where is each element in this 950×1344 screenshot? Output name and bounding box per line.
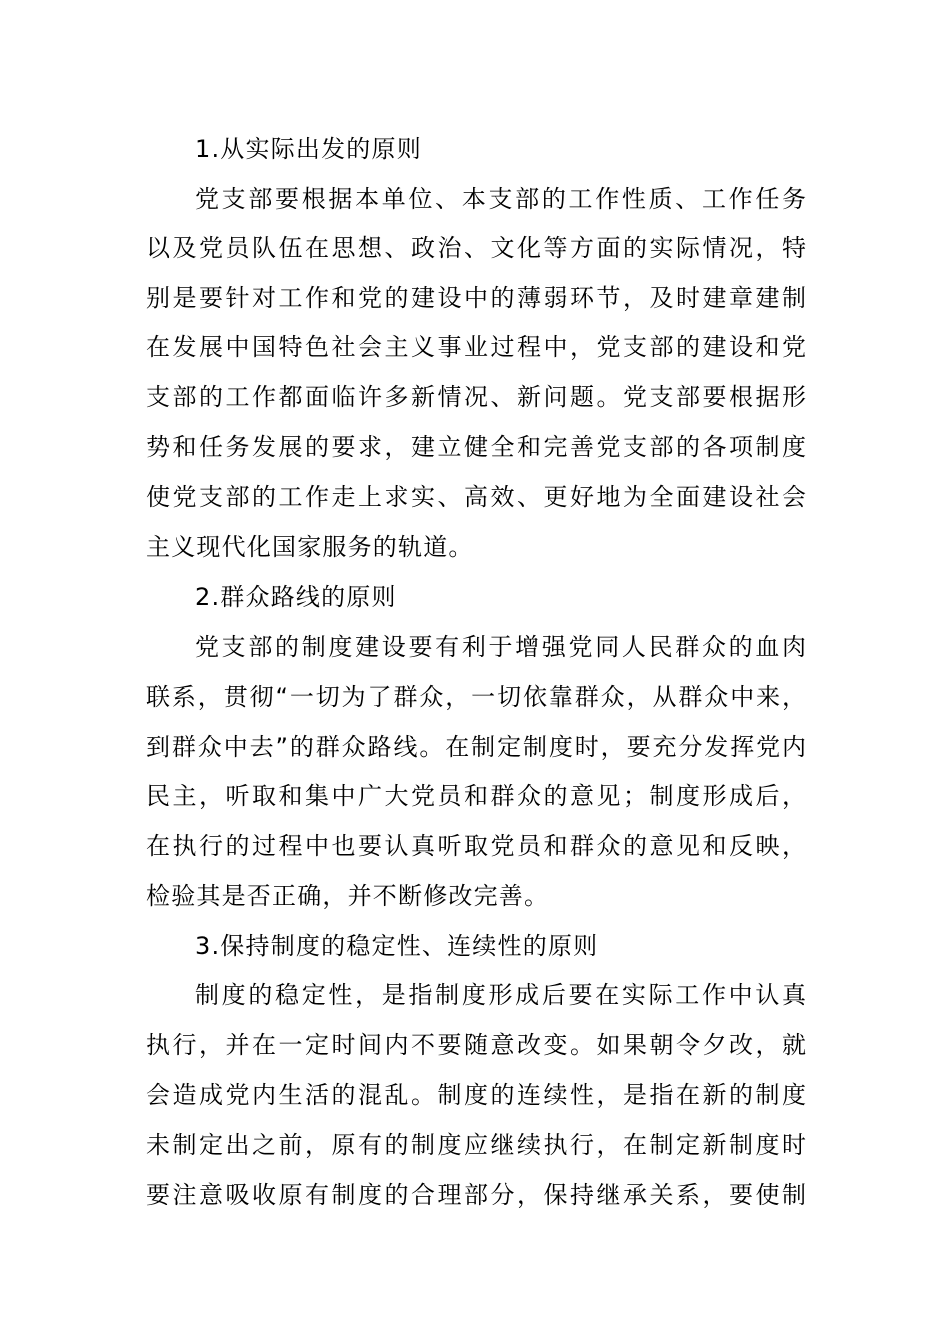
paragraph-line: 到群众中去”的群众路线。在制定制度时，要充分发挥党内 [146, 733, 806, 761]
paragraph-line: 制度的稳定性，是指制度形成后要在实际工作中认真 [195, 981, 806, 1009]
paragraph-line: 民主，听取和集中广大党员和群众的意见；制度形成后， [146, 782, 806, 810]
heading-principle-1: 1.从实际出发的原则 [195, 135, 422, 163]
paragraph-line: 在发展中国特色社会主义事业过程中，党支部的建设和党 [146, 333, 806, 361]
paragraph-line: 执行，并在一定时间内不要随意改变。如果朝令夕改，就 [146, 1031, 806, 1059]
paragraph-line: 以及党员队伍在思想、政治、文化等方面的实际情况，特 [146, 234, 806, 262]
paragraph-line: 党支部要根据本单位、本支部的工作性质、工作任务 [195, 185, 806, 213]
paragraph-line: 主义现代化国家服务的轨道。 [146, 533, 474, 561]
paragraph-line: 在执行的过程中也要认真听取党员和群众的意见和反映， [146, 832, 806, 860]
paragraph-line: 别是要针对工作和党的建设中的薄弱环节，及时建章建制 [146, 284, 806, 312]
heading-principle-2: 2.群众路线的原则 [195, 583, 397, 611]
paragraph-line: 支部的工作都面临许多新情况、新问题。党支部要根据形 [146, 383, 806, 411]
paragraph-line: 要注意吸收原有制度的合理部分，保持继承关系，要使制 [146, 1181, 806, 1209]
paragraph-line: 联系，贯彻“一切为了群众，一切依靠群众，从群众中来， [146, 683, 806, 711]
paragraph-line: 势和任务发展的要求，建立健全和完善党支部的各项制度 [146, 433, 806, 461]
paragraph-line: 检验其是否正确，并不断修改完善。 [146, 882, 550, 910]
paragraph-line: 党支部的制度建设要有利于增强党同人民群众的血肉 [195, 633, 806, 661]
paragraph-line: 使党支部的工作走上求实、高效、更好地为全面建设社会 [146, 483, 806, 511]
paragraph-line: 会造成党内生活的混乱。制度的连续性，是指在新的制度 [146, 1081, 806, 1109]
paragraph-line: 未制定出之前，原有的制度应继续执行，在制定新制度时 [146, 1131, 806, 1159]
heading-principle-3: 3.保持制度的稳定性、连续性的原则 [195, 932, 599, 960]
